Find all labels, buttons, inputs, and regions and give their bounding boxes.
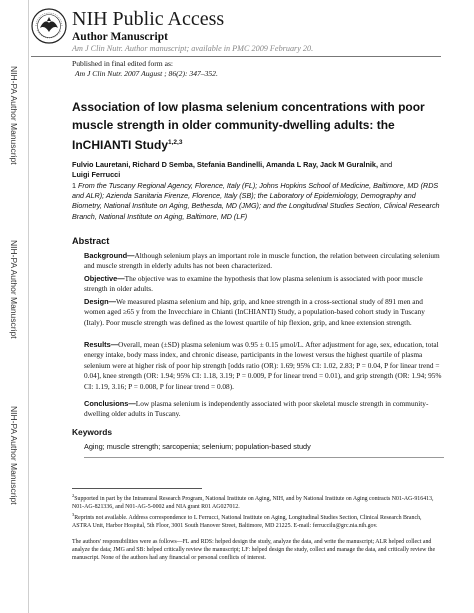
affiliations: 1 From the Tuscany Regional Agency, Florence, Italy (FL); Johns Hopkins School of Medicine, Baltimore, MD (RDS and ALR); Azienda Sanitaria Firenze, Florence, Italy (SB); the Laboratory of Epidemiology, Demography and Biometry, National Institute on Aging, Bethesda, MD (JMG); and the Longitudinal Studies Section, Clinical Research Branch, National Institute on Aging, Baltimore, MD (LF) xyxy=(72,181,440,221)
keywords-heading: Keywords xyxy=(72,427,113,437)
journal-citation: Am J Clin Nutr. 2007 August ; 86(2): 347–352. xyxy=(75,69,218,78)
abstract-heading: Abstract xyxy=(72,236,110,246)
abstract-background: Background—Although selenium plays an important role in muscle function, the relation between circulating selenium and muscle strength in elderly adults has not been characterized. xyxy=(84,251,440,271)
abstract-objective: Objective—The objective was to examine the hypothesis that low plasma selenium is associated with poor muscle strength in older adults. xyxy=(84,274,423,294)
keywords-divider xyxy=(84,457,444,458)
abstract-results: Results—Overall, mean (±SD) plasma selenium was 0.95 ± 0.15 μmol/L. After adjustment for age, sex, education, total energy intake, body mass index, and chronic disease, participants in the lowest versus the highest quartile of plasma selenium were at higher risk of poor hip strength [odds ratio (OR): 1.69; 95% CI: 1.02, 2.83; P = 0.04, P for linear trend = 0.04], knee strength (OR: 1.94; 95% CI: 1.18, 3.19; P = 0.009, P for linear trend = 0.01), and grip strength (OR: 1.94; 95% CI: 1.19, 3.16; P = 0.008, P for linear trend = 0.08). xyxy=(84,340,442,391)
abstract-design: Design—We measured plasma selenium and hip, grip, and knee strength in a cross-sectional study of 891 men and women aged ≥65 y from the Invecchiare in Chianti (InCHIANTI) Study, a population-based cohort study in Tuscany (Italy). Poor muscle strength was defined as the lowest quartile of hip flexion, grip, and knee extension strength. xyxy=(84,297,425,327)
publication-meta xyxy=(72,59,218,79)
published-line: Published in final edited form as: xyxy=(72,59,174,68)
author-list: Fulvio Lauretani, Richard D Semba, Stefania Bandinelli, Amanda L Ray, Jack M Guralnik, and Luigi Ferrucci xyxy=(72,160,393,179)
header-rule xyxy=(31,56,441,57)
footnote-contributions: The authors' responsibilities were as follows—FL and RDS: helped design the study, analyze the data, and write the manuscript; ALR helped collect and analyze the data; JMG and SB: helped critically review the manuscript; LF: helped design the study, collect and manage the data, and critically review the manuscript. None of the authors had any financial or personal conflicts of interest. xyxy=(72,539,436,561)
footnote-funding: $^2$Supported in part by the Intramural Research Program, National Institute on Aging, NIH, and by National Institute on Aging contracts N01-AG-916413, N01-AG-821336, and N01-AG-5-0002 and NIA grant R01 AG027012. xyxy=(72,493,434,510)
author-manuscript-label: Author Manuscript xyxy=(72,31,168,43)
hhs-eagle-seal-icon xyxy=(31,8,67,44)
footnote-correspondence: $^3$Reprints not available. Address correspondence to L Ferrucci, National Institute on Aging, Longitudinal Studies Section, Clinical Research Branch, ASTRA Unit, Harbor Hospital, 5th Floor, 3001 South Hanover Street, Baltimore, MD 21225. E-mail: ferruccilu@grc.nia.nih.gov. xyxy=(72,512,422,529)
abstract-conclusions: Conclusions—Low plasma selenium is independently associated with poor skeletal muscle strength in community-dwelling older adults in Tuscany. xyxy=(84,399,429,419)
article-title: Association of low plasma selenium concentrations with poor muscle strength in older community-dwelling adults: the InCHIANTI Study$^{1,2,3}$ xyxy=(72,100,425,152)
keywords-list: Aging; muscle strength; sarcopenia; selenium; population-based study xyxy=(84,442,311,451)
nih-public-access-title: NIH Public Access xyxy=(72,8,225,30)
footnote-divider xyxy=(72,488,202,489)
pmc-availability-banner: Am J Clin Nutr. Author manuscript; available in PMC 2009 February 20. xyxy=(72,44,314,53)
